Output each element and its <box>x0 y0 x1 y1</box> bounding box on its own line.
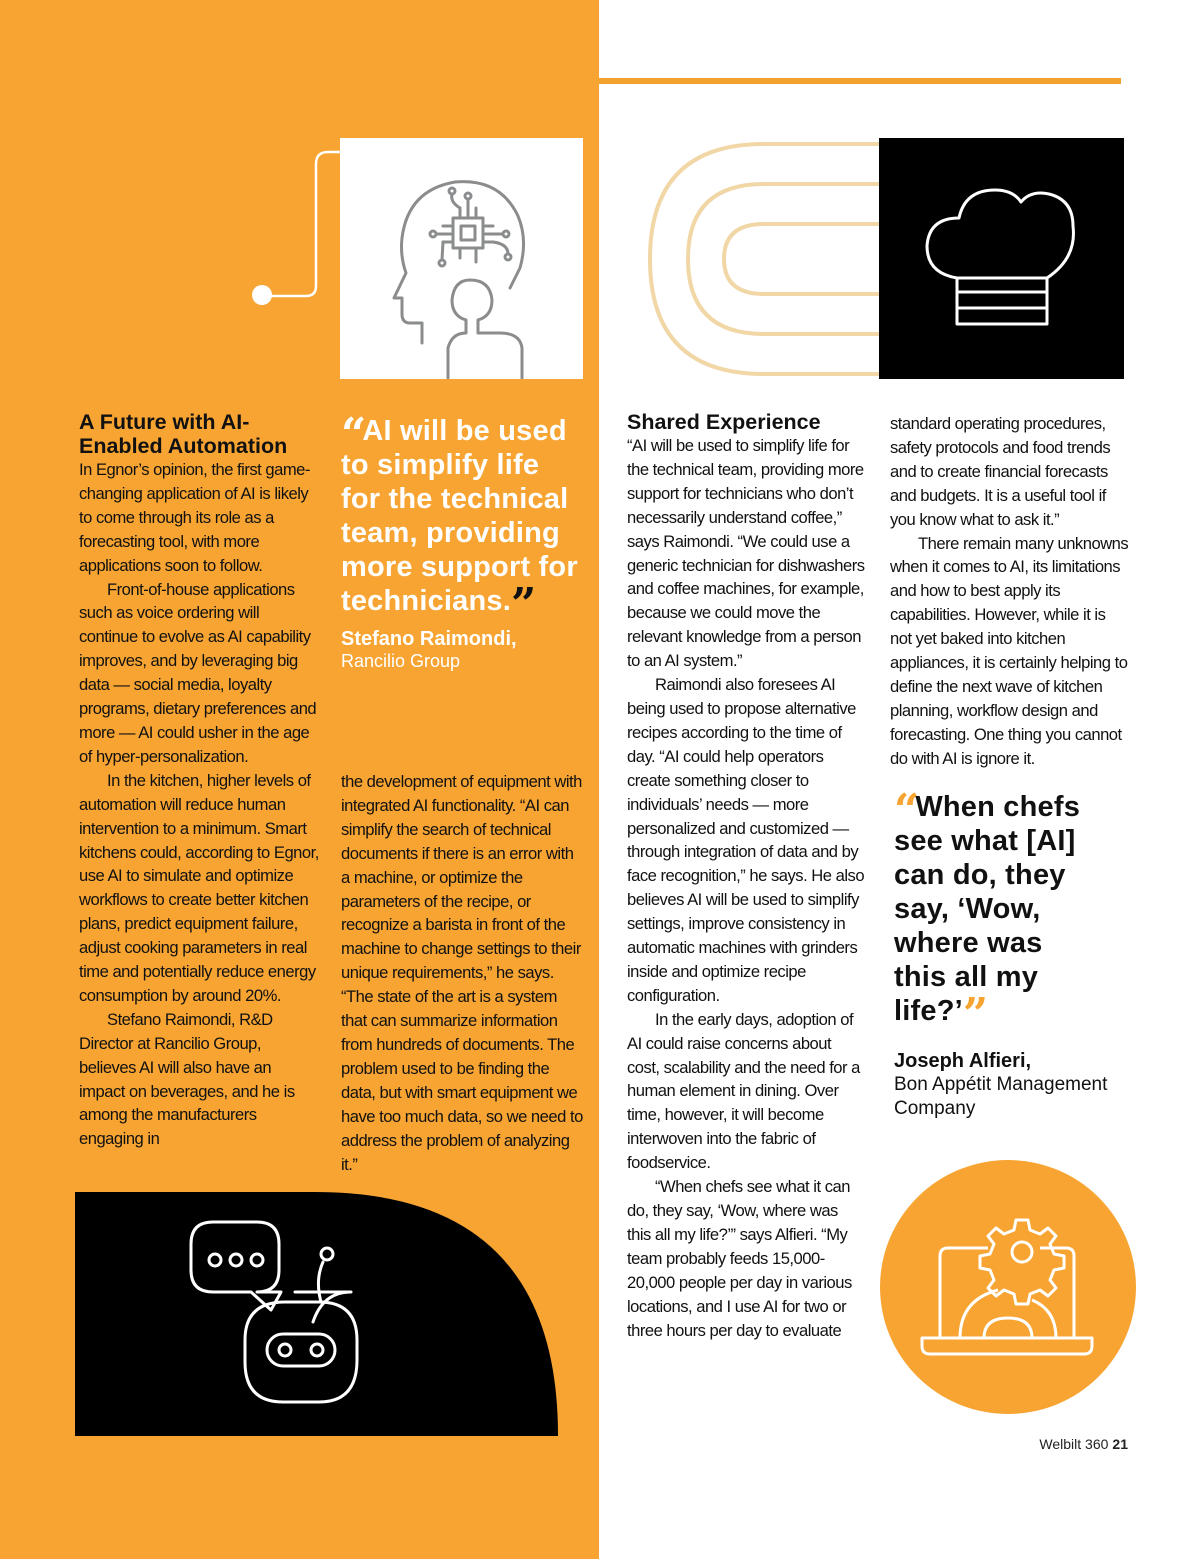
page-number: 21 <box>1112 1436 1128 1452</box>
pull-quote-2-text: When chefs see what [AI] can do, they say, ‘Wow, where was this all my life?’ <box>894 791 1081 1027</box>
pull-quote-1-org: Rancilio Group <box>341 651 461 671</box>
ai-head-box <box>340 138 583 379</box>
laptop-gears-icon <box>880 1160 1136 1414</box>
publication-name: Welbilt 360 <box>1039 1436 1109 1452</box>
connector-line <box>248 148 348 308</box>
col3-paragraph-2: Raimondi also foresees AI being used to propose alternative recipes according to the time of day. “AI could help operators create something closer to individuals’ needs — more personalized and customized — through integration of data and by face recognition,” he says. He also believes AI will be used to simplify settings, improve consistency in automatic machines with grinders inside and optimize recipe configuration. <box>627 675 865 1005</box>
section-heading-shared-experience: Shared Experience <box>627 410 821 434</box>
col1-paragraph-3: In the kitchen, higher levels of automation will reduce human intervention to a minimum. Smart kitchens could, according to Egnor, use AI to simulate and optimize workflows to create better kitchen plans, predict equipment failure, adjust cooking parameters in real time and potentially reduce energy consumption by around 20%. <box>79 770 319 1005</box>
open-quote-icon: “ <box>341 409 363 460</box>
col4-paragraph-1: standard operating procedures, safety protocols and food trends and to create financial forecasts and budgets. It is a useful tool if you know what to ask it.” <box>890 414 1111 529</box>
chef-hat-box <box>879 138 1124 379</box>
section-heading-future: A Future with AI-Enabled Automation <box>79 410 288 458</box>
col3-paragraph-1: “AI will be used to simplify life for the technical team, providing more support for technicians who don’t necessarily understand coffee,” says Raimondi. “We could use a generic technician for dishwashers and coffee machines, for example, because we could move the relevant knowledge from a person to an AI system.” <box>627 436 865 671</box>
close-quote-icon-2: ” <box>962 989 985 1040</box>
pull-quote-2-org: Bon Appétit Management Company <box>894 1074 1108 1119</box>
chef-hat-icon <box>879 138 1124 379</box>
col1-paragraph-4: Stefano Raimondi, R&D Director at Rancilio Group, believes AI will also have an impact on beverages, and he is among the manufacturers engaging in <box>79 1009 295 1149</box>
ai-head-icon <box>340 138 583 379</box>
pull-quote-2 <box>894 785 1108 1121</box>
col1-paragraph-2: Front-of-house applications such as voice ordering will continue to evolve as AI capability improves, and by leveraging big data — social media, loyalty programs, dietary preferences and more — AI could usher in the age of hyper-personalization. <box>79 579 317 766</box>
col3-paragraph-3: In the early days, adoption of AI could raise concerns about cost, scalability and the need for a human element in dining. Over time, however, it will become interwoven into the fabric of foodservice. <box>627 1009 860 1173</box>
column-3 <box>627 410 865 1342</box>
page-footer <box>1039 1436 1128 1452</box>
chatbot-icon <box>75 1192 558 1436</box>
top-rule <box>599 78 1121 84</box>
pull-quote-1 <box>341 409 581 672</box>
pull-quote-2-name: Joseph Alfieri, <box>894 1050 1032 1072</box>
column-4 <box>890 412 1130 771</box>
column-2 <box>341 770 585 1176</box>
chatbot-panel <box>75 1192 558 1436</box>
laptop-gears-circle <box>880 1160 1136 1414</box>
pull-quote-1-text: AI will be used to simplify life for the technical team, providing more support for technicians. <box>341 415 578 617</box>
col4-paragraph-2: There remain many unknowns when it comes to AI, its limitations and how to best apply its capabilities. However, while it is not yet baked into kitchen appliances, it is certainly helping to define the next wave of kitchen planning, workflow design and forecasting. One thing you cannot do with AI is ignore it. <box>890 533 1129 768</box>
col3-paragraph-4: “When chefs see what it can do, they say, ‘Wow, where was this all my life?’” says Alfieri. “My team probably feeds 15,000-20,000 people per day in various locations, and I use AI for two or three hours per day to evaluate <box>627 1177 852 1340</box>
col1-paragraph-1: In Egnor’s opinion, the first game-changing application of AI is likely to come through its role as a forecasting tool, with more applications soon to follow. <box>79 460 310 575</box>
pull-quote-1-name: Stefano Raimondi, <box>341 628 517 650</box>
close-quote-icon: ” <box>511 579 533 630</box>
column-1 <box>79 410 319 1151</box>
open-quote-icon-2: “ <box>894 785 916 836</box>
col2-paragraph-1: the development of equipment with integrated AI functionality. “AI can simplify the search of technical documents if there is an error with a machine, or optimize the parameters of the recipe, or recognize a barista in front of the machine to change settings to their unique requirements,” he says. “The state of the art is a system that can summarize information from hundreds of documents. The problem used to be finding the data, but with smart equipment we have too much data, so we need to address the problem of analyzing it.” <box>341 772 583 1174</box>
concentric-rings <box>640 136 885 382</box>
